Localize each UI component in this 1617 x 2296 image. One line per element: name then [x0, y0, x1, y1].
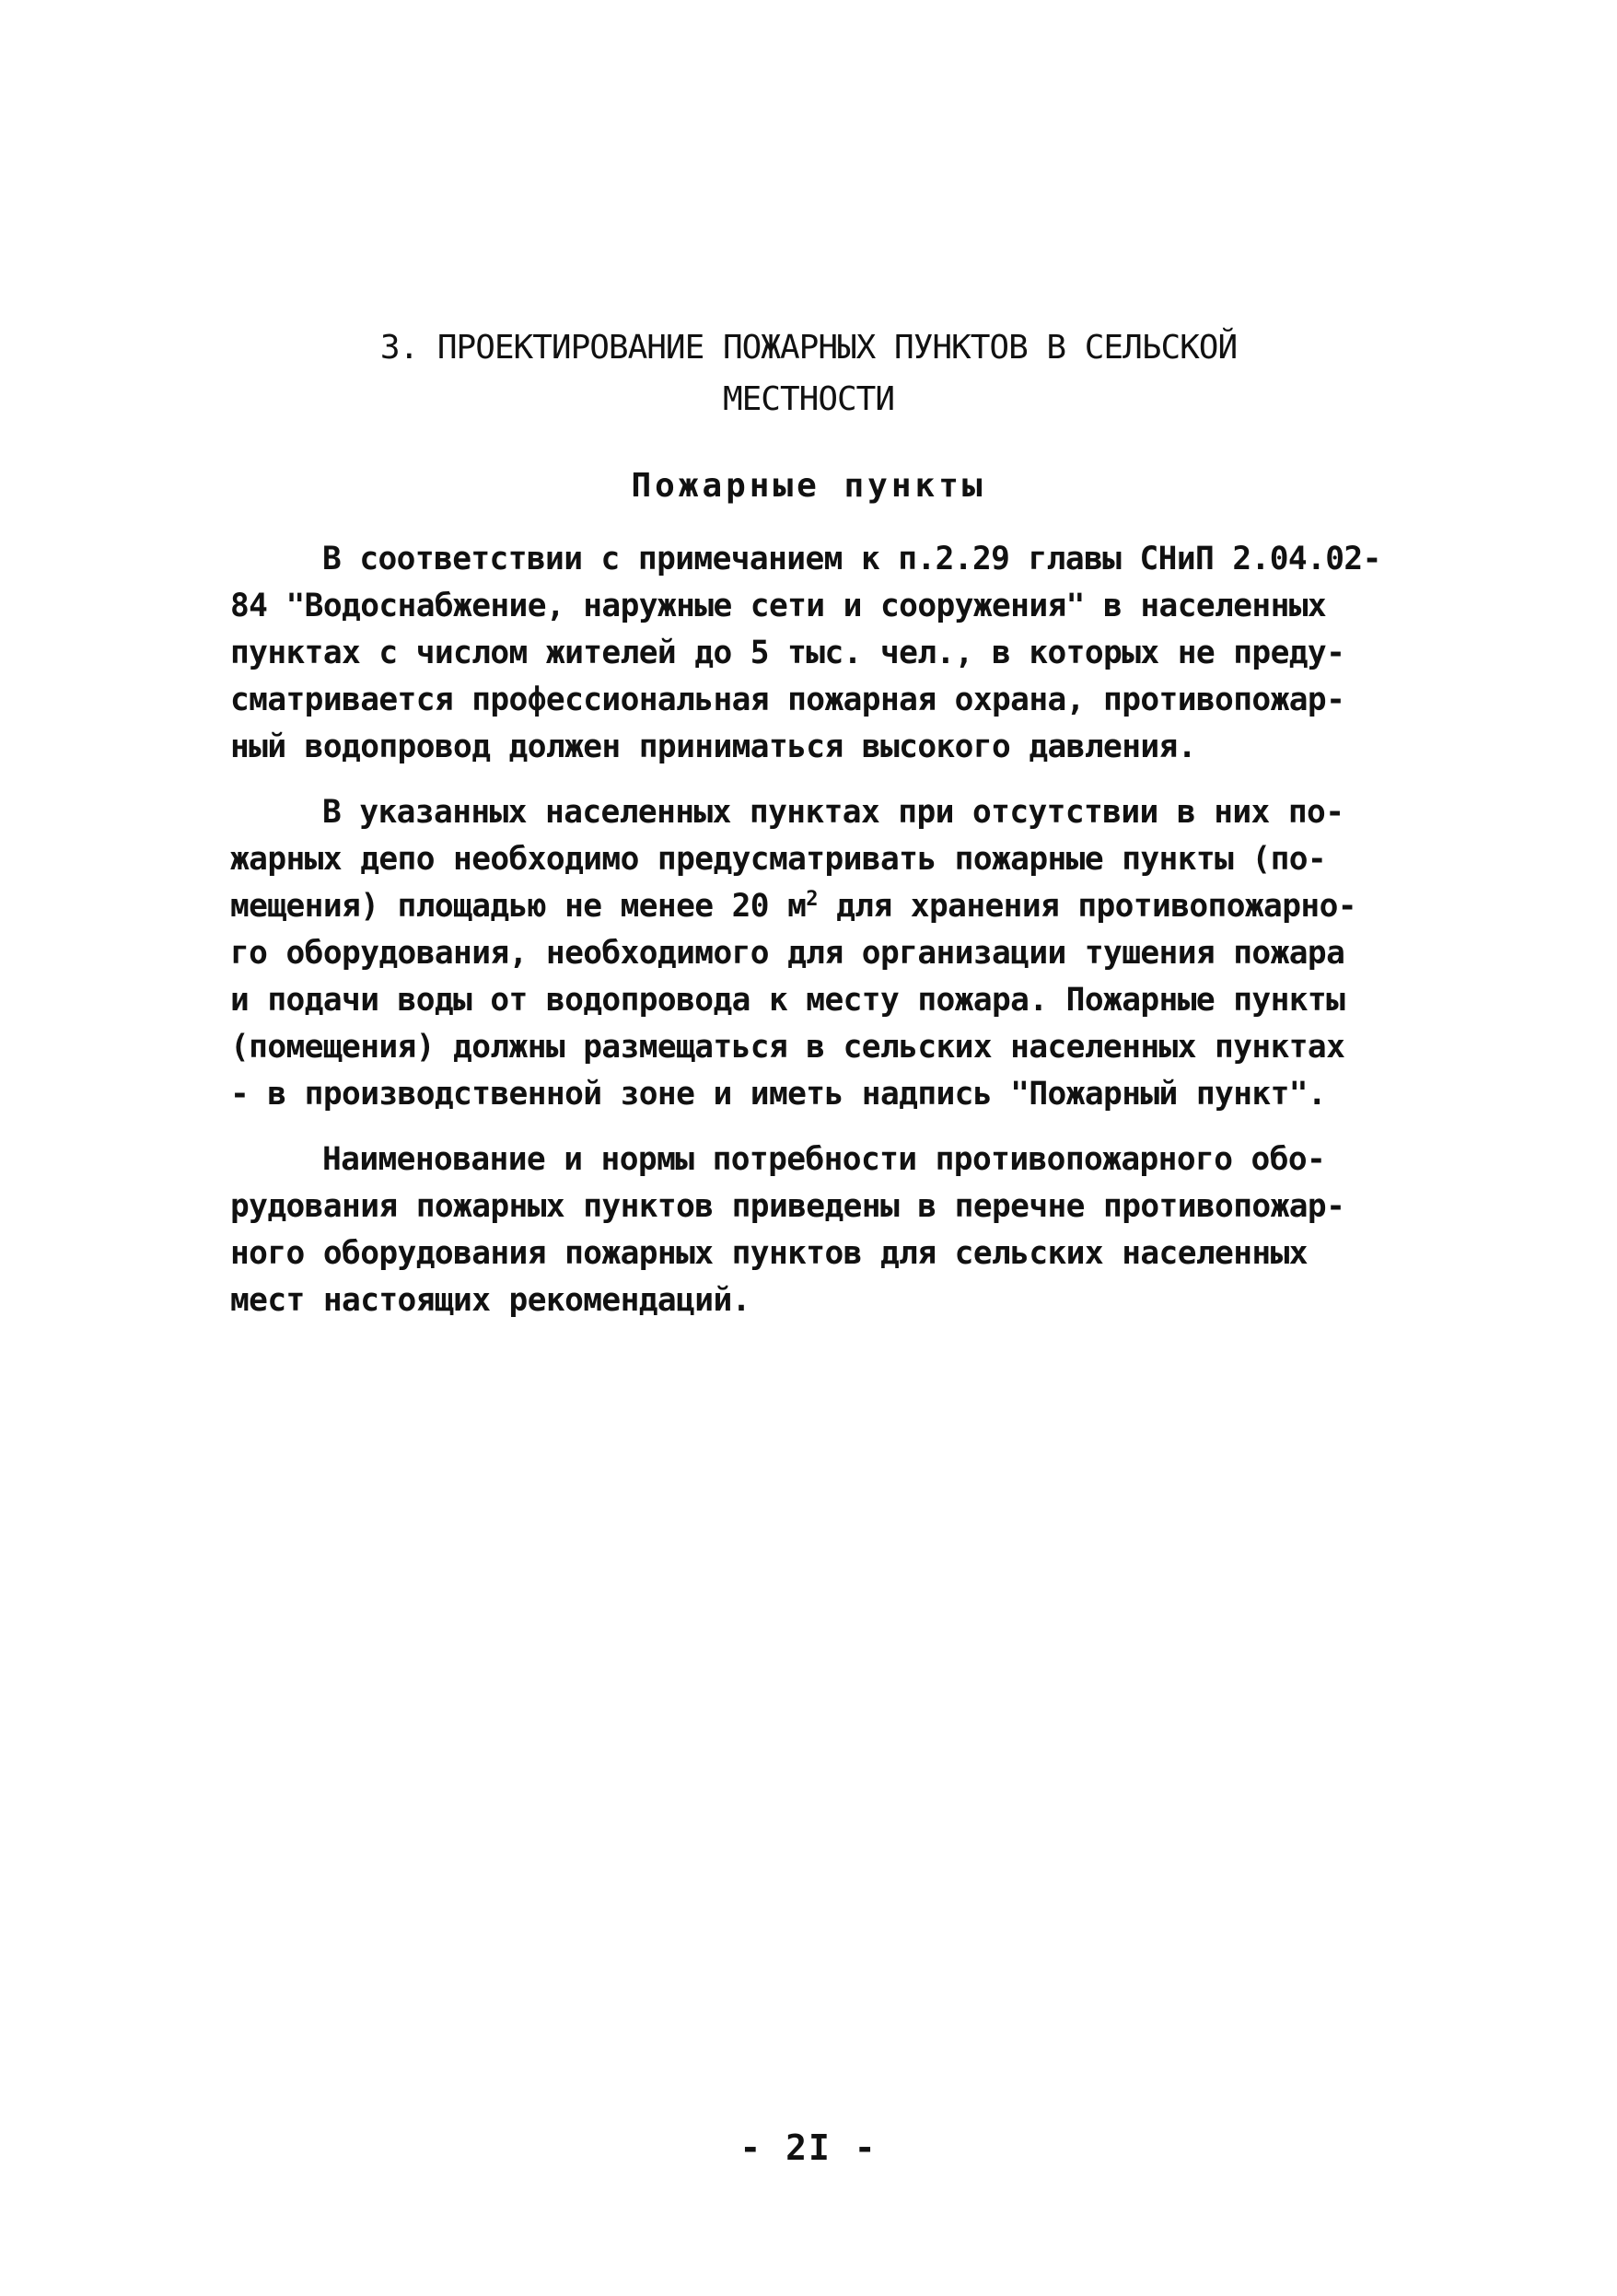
page-number: - 2I - [739, 2127, 878, 2168]
paragraph-line: Наименование и нормы потребности противопожарного обо- [322, 1141, 1326, 1178]
paragraph-line: В указанных населенных пунктах при отсутствии в них по- [322, 794, 1344, 831]
paragraph-line: сматривается профессиональная пожарная охрана, противопожар- [230, 682, 1345, 718]
paragraph-1 [230, 536, 1387, 771]
paragraph-line: пунктах с числом жителей до 5 тыс. чел., в которых не преду- [230, 635, 1345, 671]
paragraph-line: го оборудования, необходимого для организации тушения пожара [230, 935, 1345, 972]
paragraph-line: (помещения) должны размещаться в сельских населенных пунктах [230, 1029, 1345, 1066]
paragraph-2 [230, 789, 1387, 1118]
section-subtitle: Пожарные пункты [631, 467, 986, 505]
paragraph-line: рудования пожарных пунктов приведены в перечне противопожар- [230, 1188, 1345, 1225]
paragraph-line: - в производственной зоне и иметь надпись "Пожарный пункт". [230, 1076, 1327, 1113]
paragraph-line: мест настоящих рекомендаций. [230, 1282, 750, 1319]
paragraph-line: и подачи воды от водопровода к месту пожара. Пожарные пункты [230, 982, 1345, 1019]
paragraph-3 [230, 1136, 1387, 1324]
paragraph-line: В соответствии с примечанием к п.2.29 главы СНиП 2.04.02- [322, 541, 1381, 577]
section-title [230, 322, 1387, 425]
section-title-line-2: МЕСТНОСТИ [722, 380, 895, 418]
paragraph-line: 84 "Водоснабжение, наружные сети и сооружения" в населенных [230, 588, 1327, 624]
document-body [230, 536, 1387, 1343]
paragraph-line: жарных депо необходимо предусматривать пожарные пункты (по- [230, 841, 1327, 878]
section-title-line-1: 3. ПРОЕКТИРОВАНИЕ ПОЖАРНЫХ ПУНКТОВ В СЕЛЬСКОЙ [379, 329, 1238, 367]
paragraph-line: ный водопровод должен приниматься высокого давления. [230, 728, 1196, 765]
square-superscript: 2 [806, 888, 818, 911]
paragraph-line-tail: для хранения противопожарно- [817, 888, 1356, 925]
paragraph-line-with-superscript [230, 883, 1387, 930]
paragraph-line: ного оборудования пожарных пунктов для сельских населенных [230, 1235, 1308, 1272]
paragraph-line-head: мещения) площадью не менее 20 м [230, 888, 807, 925]
